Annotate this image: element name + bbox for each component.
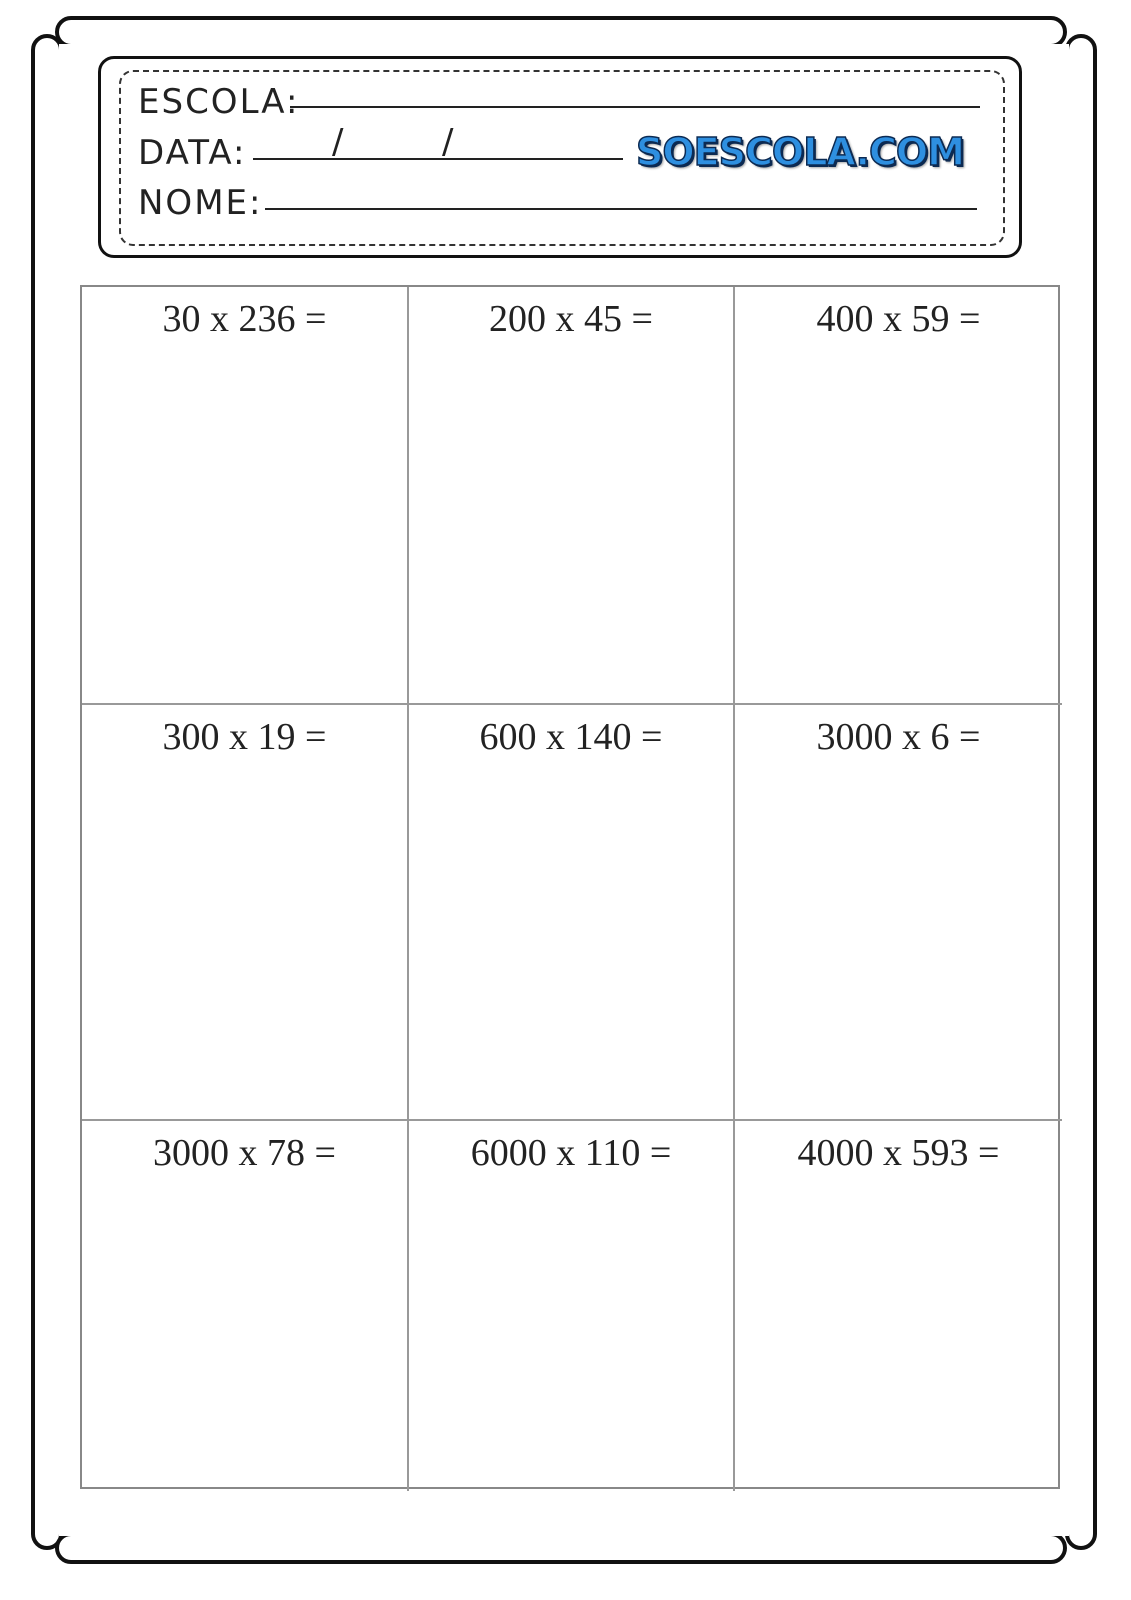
problem-cell[interactable]: [82, 287, 409, 705]
frame-bottom-roll: [55, 1532, 1067, 1564]
name-label: NOME:: [138, 183, 263, 223]
problem-grid: [80, 285, 1060, 1489]
problem-cell[interactable]: [409, 705, 735, 1121]
problem-cell[interactable]: [735, 705, 1062, 1121]
problem-text: 30 x 236 =: [162, 298, 327, 340]
problem-text: 400 x 59 =: [816, 298, 981, 340]
frame-right-roll: [1065, 34, 1097, 1550]
date-separator-2: /: [442, 122, 454, 162]
problem-text: 300 x 19 =: [162, 716, 327, 758]
problem-text: 3000 x 6 =: [816, 716, 981, 758]
problem-cell[interactable]: [82, 1121, 409, 1491]
date-field-line[interactable]: [253, 158, 623, 160]
problem-text: 200 x 45 =: [489, 298, 653, 340]
problem-text: 600 x 140 =: [479, 716, 663, 758]
school-field-line[interactable]: [290, 106, 980, 108]
problem-text: 3000 x 78 =: [153, 1132, 336, 1174]
brand-logo: SOESCOLA.COM: [636, 130, 964, 174]
problem-cell[interactable]: [409, 1121, 735, 1491]
date-label: DATA:: [138, 133, 247, 173]
problem-text: 4000 x 593 =: [797, 1132, 1000, 1174]
name-field-line[interactable]: [265, 208, 977, 210]
date-separator-1: /: [332, 122, 344, 162]
problem-text: 6000 x 110 =: [470, 1132, 672, 1174]
school-label: ESCOLA:: [138, 82, 300, 122]
problem-cell[interactable]: [409, 287, 735, 705]
problem-cell[interactable]: [82, 705, 409, 1121]
problem-cell[interactable]: [735, 1121, 1062, 1491]
problem-cell[interactable]: [735, 287, 1062, 705]
